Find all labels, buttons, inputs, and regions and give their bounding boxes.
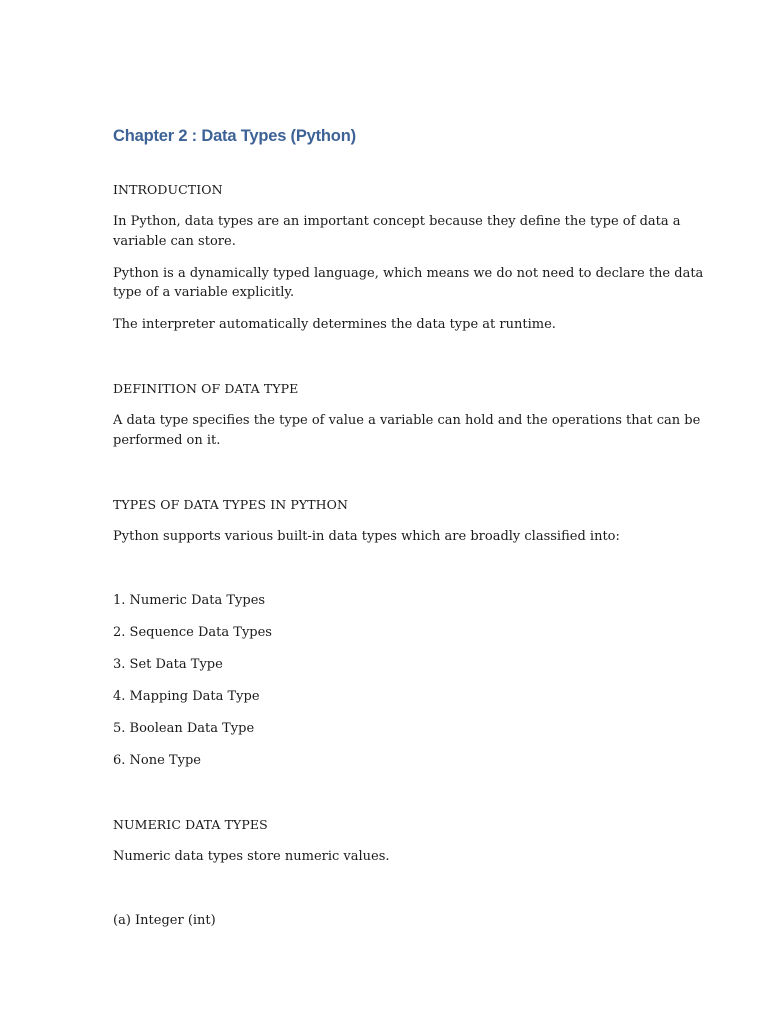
subheading-integer: (a) Integer (int) [113, 913, 216, 928]
list-item: 3. Set Data Type [113, 657, 223, 672]
paragraph-line: Python is a dynamically typed language, which means we do not need to declare the data [113, 266, 704, 281]
chapter-title: Chapter 2 : Data Types (Python) [113, 127, 356, 145]
list-item: 5. Boolean Data Type [113, 721, 255, 736]
section-heading-numeric: NUMERIC DATA TYPES [113, 817, 268, 832]
paragraph-line: type of a variable explicitly. [113, 285, 295, 300]
list-item: 6. None Type [113, 753, 201, 768]
list-item: 2. Sequence Data Types [113, 625, 272, 640]
paragraph-line: variable can store. [113, 234, 236, 249]
paragraph-line: Python supports various built-in data types which are broadly classified into: [113, 529, 620, 544]
section-heading-definition: DEFINITION OF DATA TYPE [113, 381, 299, 396]
paragraph-line: In Python, data types are an important concept because they define the type of data a [113, 214, 681, 229]
section-heading-types: TYPES OF DATA TYPES IN PYTHON [113, 497, 349, 512]
paragraph-line: The interpreter automatically determines the data type at runtime. [113, 317, 556, 332]
list-item: 1. Numeric Data Types [113, 593, 266, 608]
paragraph-line: performed on it. [113, 433, 221, 448]
paragraph-line: A data type specifies the type of value a variable can hold and the operations that can be [113, 413, 701, 428]
list-item: 4. Mapping Data Type [113, 689, 260, 704]
paragraph-line: Numeric data types store numeric values. [113, 849, 390, 864]
section-heading-introduction: INTRODUCTION [113, 182, 223, 197]
